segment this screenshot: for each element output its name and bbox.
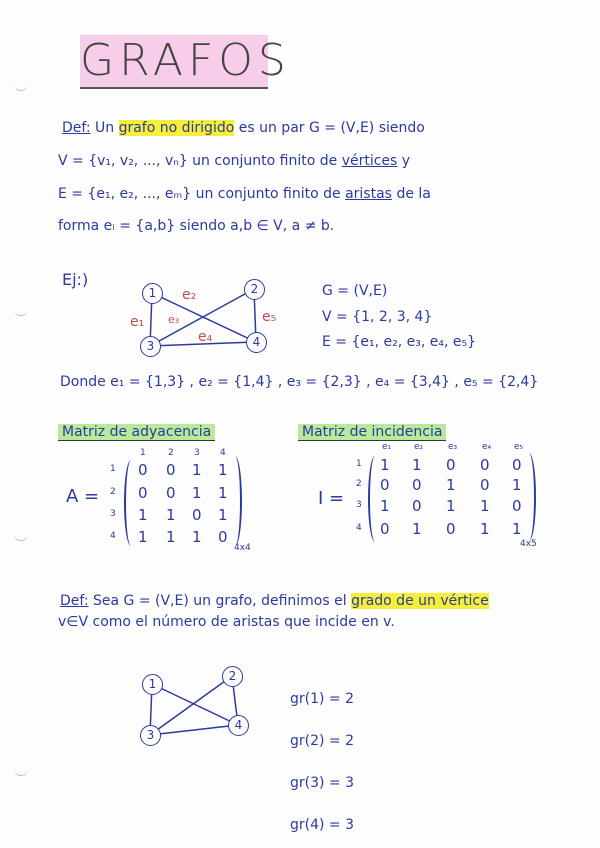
graph2-edges <box>150 676 238 735</box>
text: Sea G = (V,E) un grafo, definimos el <box>93 593 347 609</box>
matrix-bracket <box>124 460 138 546</box>
matrix-cell: 0 <box>480 476 490 494</box>
matrix-row-label: 2 <box>110 487 116 497</box>
matrix-row-label: 2 <box>356 479 362 489</box>
edge-set: E = {e₁, e₂, e₃, e₄, e₅} <box>322 334 477 350</box>
degree-item: gr(4) = 3 <box>290 817 355 833</box>
edge-label: e₅ <box>262 309 277 325</box>
matrix-cell: 0 <box>412 476 422 494</box>
matrix-col-label: 1 <box>140 448 146 458</box>
matrix-col-label: e₅ <box>514 442 524 452</box>
graph-def: G = (V,E) <box>322 283 388 299</box>
underlined-term: aristas <box>345 186 392 202</box>
matrix-cell: 0 <box>512 497 522 515</box>
graph-vertex: 2 <box>244 279 265 300</box>
matrix-cell: 1 <box>138 528 148 546</box>
matrix-cell: 1 <box>446 497 456 515</box>
edge-label: e₃ <box>168 313 180 326</box>
matrix-row-label: 4 <box>356 523 362 533</box>
matrix-cell: 0 <box>446 456 456 474</box>
degree-item: gr(1) = 2 <box>290 691 355 707</box>
page-title: GRAFOS <box>80 35 268 89</box>
graph-vertex: 3 <box>140 336 161 357</box>
matrix-cell: 0 <box>192 506 202 524</box>
matrix-col-label: e₄ <box>482 442 492 452</box>
degree-list <box>290 668 354 848</box>
matrix-row-label: 4 <box>110 531 116 541</box>
text: es un par G = (V,E) siendo <box>238 120 425 136</box>
matrix-cell: 1 <box>192 461 202 479</box>
matrix-size: 4x4 <box>234 543 251 553</box>
matrix-row-label: 1 <box>110 464 116 474</box>
example-label: Ej:) <box>62 270 89 289</box>
underlined-term: vértices <box>341 153 398 169</box>
matrix-col-label: e₁ <box>382 442 392 452</box>
degree-item: gr(3) = 3 <box>290 775 355 791</box>
matrix-col-label: e₃ <box>448 442 458 452</box>
matrix-cell: 1 <box>512 520 522 538</box>
matrix-cell: 1 <box>166 528 176 546</box>
highlight-term: grafo no dirigido <box>118 120 235 136</box>
matrix-cell: 1 <box>480 497 490 515</box>
text: E = {e₁, e₂, ..., eₘ} un conjunto finito de <box>58 186 341 202</box>
matrix-cell: 1 <box>480 520 490 538</box>
matrix-cell: 1 <box>412 456 422 474</box>
def-label: Def: <box>60 593 89 609</box>
incidence-name: I = <box>318 488 345 509</box>
matrix-size: 4x5 <box>520 539 537 549</box>
def-label: Def: <box>62 120 91 136</box>
matrix-cell: 1 <box>218 484 228 502</box>
text: y <box>401 153 411 169</box>
matrix-cell: 0 <box>138 484 148 502</box>
matrix-cell: 1 <box>412 520 422 538</box>
matrix-cell: 1 <box>192 484 202 502</box>
graph-vertex: 2 <box>222 666 243 687</box>
matrix-cell: 0 <box>380 476 390 494</box>
matrix-cell: 1 <box>380 497 390 515</box>
matrix-row-label: 1 <box>356 459 362 469</box>
matrix-col-label: 2 <box>168 448 174 458</box>
graph-vertex: 3 <box>140 725 161 746</box>
edge-label: e₄ <box>198 329 213 345</box>
adjacency-heading: Matriz de adyacencia <box>58 424 215 441</box>
matrix-col-label: e₂ <box>414 442 424 452</box>
edge-label: e₁ <box>130 314 145 330</box>
text: de la <box>396 186 431 202</box>
highlight-term: grado de un vértice <box>351 593 489 609</box>
matrix-cell: 0 <box>138 461 148 479</box>
text: V = {v₁, v₂, ..., vₙ} un conjunto finito de <box>58 153 338 169</box>
def2-line1 <box>60 593 489 609</box>
edge-label: e₂ <box>182 287 197 303</box>
matrix-col-label: 3 <box>194 448 200 458</box>
matrix-cell: 0 <box>446 520 456 538</box>
graph-vertex: 1 <box>142 674 163 695</box>
matrix-cell: 1 <box>218 506 228 524</box>
matrix-cell: 1 <box>138 506 148 524</box>
graph-vertex: 4 <box>246 332 267 353</box>
matrix-cell: 1 <box>512 476 522 494</box>
degree-item: gr(2) = 2 <box>290 733 355 749</box>
matrix-cell: 1 <box>380 456 390 474</box>
matrix-cell: 0 <box>166 484 176 502</box>
def2-line2: v∈V como el número de aristas que incide en v. <box>58 614 395 630</box>
adjacency-name: A = <box>66 486 100 507</box>
matrix-cell: 1 <box>218 461 228 479</box>
graph-vertex: 1 <box>142 283 163 304</box>
matrix-cell: 0 <box>218 528 228 546</box>
matrix-cell: 0 <box>166 461 176 479</box>
vertex-set: V = {1, 2, 3, 4} <box>322 309 433 325</box>
edge-definitions: Donde e₁ = {1,3} , e₂ = {1,4} , e₃ = {2,3} , e₄ = {3,4} , e₅ = {2,4} <box>60 374 539 390</box>
matrix-cell: 1 <box>166 506 176 524</box>
matrix-row-label: 3 <box>356 500 362 510</box>
matrix-cell: 1 <box>446 476 456 494</box>
matrix-cell: 0 <box>480 456 490 474</box>
def1-line4: forma eᵢ = {a,b} siendo a,b ∈ V, a ≠ b. <box>58 218 335 234</box>
matrix-cell: 0 <box>380 520 390 538</box>
matrix-cell: 1 <box>192 528 202 546</box>
matrix-cell: 0 <box>512 456 522 474</box>
matrix-bracket <box>228 456 242 546</box>
matrix-cell: 0 <box>412 497 422 515</box>
matrix-col-label: 4 <box>220 448 226 458</box>
text: Un <box>95 120 115 136</box>
incidence-heading: Matriz de incidencia <box>298 424 446 441</box>
matrix-row-label: 3 <box>110 509 116 519</box>
matrix-bracket <box>522 453 536 541</box>
graph-vertex: 4 <box>228 715 249 736</box>
